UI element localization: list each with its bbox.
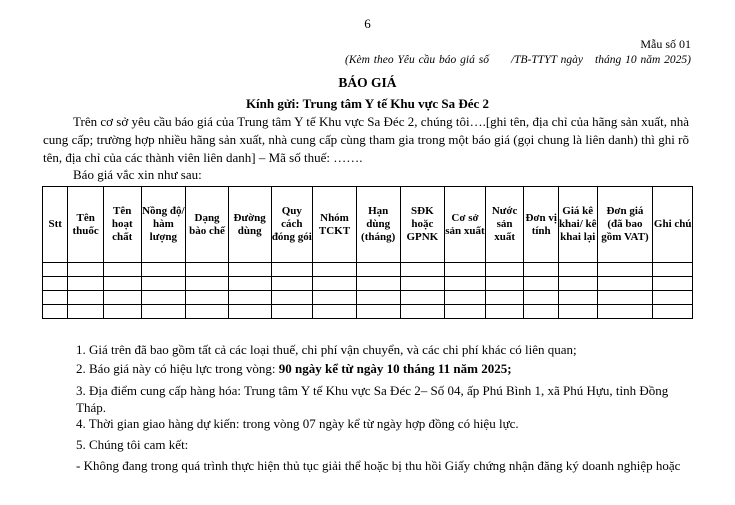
table-row xyxy=(43,263,693,277)
table-row xyxy=(43,305,693,319)
table-header-row xyxy=(43,187,693,263)
table-cell xyxy=(524,263,559,277)
table-cell xyxy=(186,277,229,291)
table-cell xyxy=(313,305,357,319)
table-row xyxy=(43,291,693,305)
table-cell xyxy=(653,305,693,319)
header-cell: Tên hoạt chất xyxy=(103,187,141,263)
reference-part-3: tháng 10 năm 2025) xyxy=(595,54,691,66)
table-cell xyxy=(485,263,524,277)
table-cell xyxy=(356,291,400,305)
note-3: 3. Địa điểm cung cấp hàng hóa: Trung tâm Y tế Khu vực Sa Đéc 2– Số 04, ấp Phú Bình 1, xã Phú Hựu, tỉnh Đồng Tháp. xyxy=(76,383,669,415)
note-2-prefix: 2. Báo giá này có hiệu lực trong vòng: xyxy=(76,361,279,376)
reference-line xyxy=(345,54,691,66)
document-title: BÁO GIÁ xyxy=(338,75,397,90)
table-cell xyxy=(597,263,653,277)
table-cell xyxy=(313,263,357,277)
table-cell xyxy=(356,305,400,319)
quote-table xyxy=(42,186,693,319)
table-cell xyxy=(43,291,68,305)
table-cell xyxy=(141,277,186,291)
table-cell xyxy=(103,305,141,319)
header-cell: Stt xyxy=(43,187,68,263)
header-cell: Ghi chú xyxy=(653,187,693,263)
header-cell: Đơn giá (đã bao gồm VAT) xyxy=(597,187,653,263)
table-cell xyxy=(653,277,693,291)
table-cell xyxy=(141,305,186,319)
table-cell xyxy=(445,305,486,319)
header-cell: Giá kê khai/ kê khai lại xyxy=(558,187,597,263)
header-cell: Nồng độ/ hàm lượng xyxy=(141,187,186,263)
table-cell xyxy=(271,263,313,277)
header-cell: Đơn vị tính xyxy=(524,187,559,263)
table-cell xyxy=(228,305,271,319)
note-2 xyxy=(76,360,512,377)
recipient-line: Kính gửi: Trung tâm Y tế Khu vực Sa Đéc 2 xyxy=(245,96,490,111)
table-cell xyxy=(400,263,445,277)
table-cell xyxy=(271,305,313,319)
table-cell xyxy=(43,277,68,291)
table-cell xyxy=(43,263,68,277)
table-cell xyxy=(186,305,229,319)
note-2-validity: 90 ngày kể từ ngày 10 tháng 11 năm 2025; xyxy=(278,361,512,376)
header-cell: Tên thuốc xyxy=(68,187,104,263)
table-cell xyxy=(68,263,104,277)
header-cell: Nước sản xuất xyxy=(485,187,524,263)
table-cell xyxy=(445,277,486,291)
table-cell xyxy=(524,277,559,291)
note-5: 5. Chúng tôi cam kết: xyxy=(76,437,189,452)
table-cell xyxy=(558,277,597,291)
table-cell xyxy=(597,277,653,291)
table-cell xyxy=(485,291,524,305)
reference-part-2: /TB-TTYT ngày xyxy=(510,54,584,66)
table-cell xyxy=(141,263,186,277)
header-cell: SĐK hoặc GPNK xyxy=(400,187,445,263)
table-cell xyxy=(400,277,445,291)
table-cell xyxy=(313,277,357,291)
table-cell xyxy=(186,291,229,305)
table-cell xyxy=(485,305,524,319)
table-cell xyxy=(485,277,524,291)
table-cell xyxy=(445,263,486,277)
table-cell xyxy=(103,277,141,291)
table-cell xyxy=(597,305,653,319)
table-cell xyxy=(558,305,597,319)
table-cell xyxy=(524,291,559,305)
header-cell: Nhóm TCKT xyxy=(313,187,357,263)
header-cell: Cơ sở sản xuất xyxy=(445,187,486,263)
table-cell xyxy=(653,291,693,305)
table-cell xyxy=(103,263,141,277)
reference-part-1: (Kèm theo Yêu cầu báo giá số xyxy=(344,54,489,66)
table-cell xyxy=(141,291,186,305)
page-number: 6 xyxy=(364,16,371,31)
table-cell xyxy=(597,291,653,305)
note-6: - Không đang trong quá trình thực hiện thủ tục giải thể hoặc bị thu hồi Giấy chứng nhận đăng ký doanh nghiệp hoặc xyxy=(76,458,681,473)
table-cell xyxy=(228,263,271,277)
note-4: 4. Thời gian giao hàng dự kiến: trong vòng 07 ngày kể từ ngày hợp đồng có hiệu lực. xyxy=(76,416,519,431)
table-cell xyxy=(558,263,597,277)
table-cell xyxy=(313,291,357,305)
header-cell: Hạn dùng (tháng) xyxy=(356,187,400,263)
note-1: 1. Giá trên đã bao gồm tất cả các loại thuế, chi phí vận chuyển, và các chi phí khác có liên quan; xyxy=(76,342,577,357)
table-cell xyxy=(68,277,104,291)
table-cell xyxy=(356,263,400,277)
table-cell xyxy=(271,291,313,305)
intro-paragraph: Trên cơ sở yêu cầu báo giá của Trung tâm Y tế Khu vực Sa Đéc 2, chúng tôi….[ghi tên, địa chỉ của hãng sản xuất, nhà cung cấp; trường hợp nhiều hãng sản xuất, nhà cung cấp cùng tham gia trong một báo giá (gọi chung là liên danh) thì ghi rõ tên, địa chỉ của các thành viên liên danh] – Mã số thuế: ……. xyxy=(43,114,689,165)
table-cell xyxy=(68,291,104,305)
table-cell xyxy=(400,291,445,305)
table-cell xyxy=(558,291,597,305)
table-cell xyxy=(43,305,68,319)
table-cell xyxy=(228,291,271,305)
table-cell xyxy=(271,277,313,291)
table-cell xyxy=(68,305,104,319)
table-body xyxy=(43,263,693,319)
table-cell xyxy=(186,263,229,277)
header-cell: Dạng bào chế xyxy=(186,187,229,263)
table-cell xyxy=(653,263,693,277)
table-cell xyxy=(445,291,486,305)
form-number: Mẫu số 01 xyxy=(640,37,691,51)
header-cell: Đường dùng xyxy=(228,187,271,263)
table-cell xyxy=(400,305,445,319)
table-cell xyxy=(103,291,141,305)
table-cell xyxy=(228,277,271,291)
table-cell xyxy=(356,277,400,291)
table-row xyxy=(43,277,693,291)
quote-label: Báo giá vắc xin như sau: xyxy=(73,167,202,182)
table-cell xyxy=(524,305,559,319)
header-cell: Quy cách đóng gói xyxy=(271,187,313,263)
